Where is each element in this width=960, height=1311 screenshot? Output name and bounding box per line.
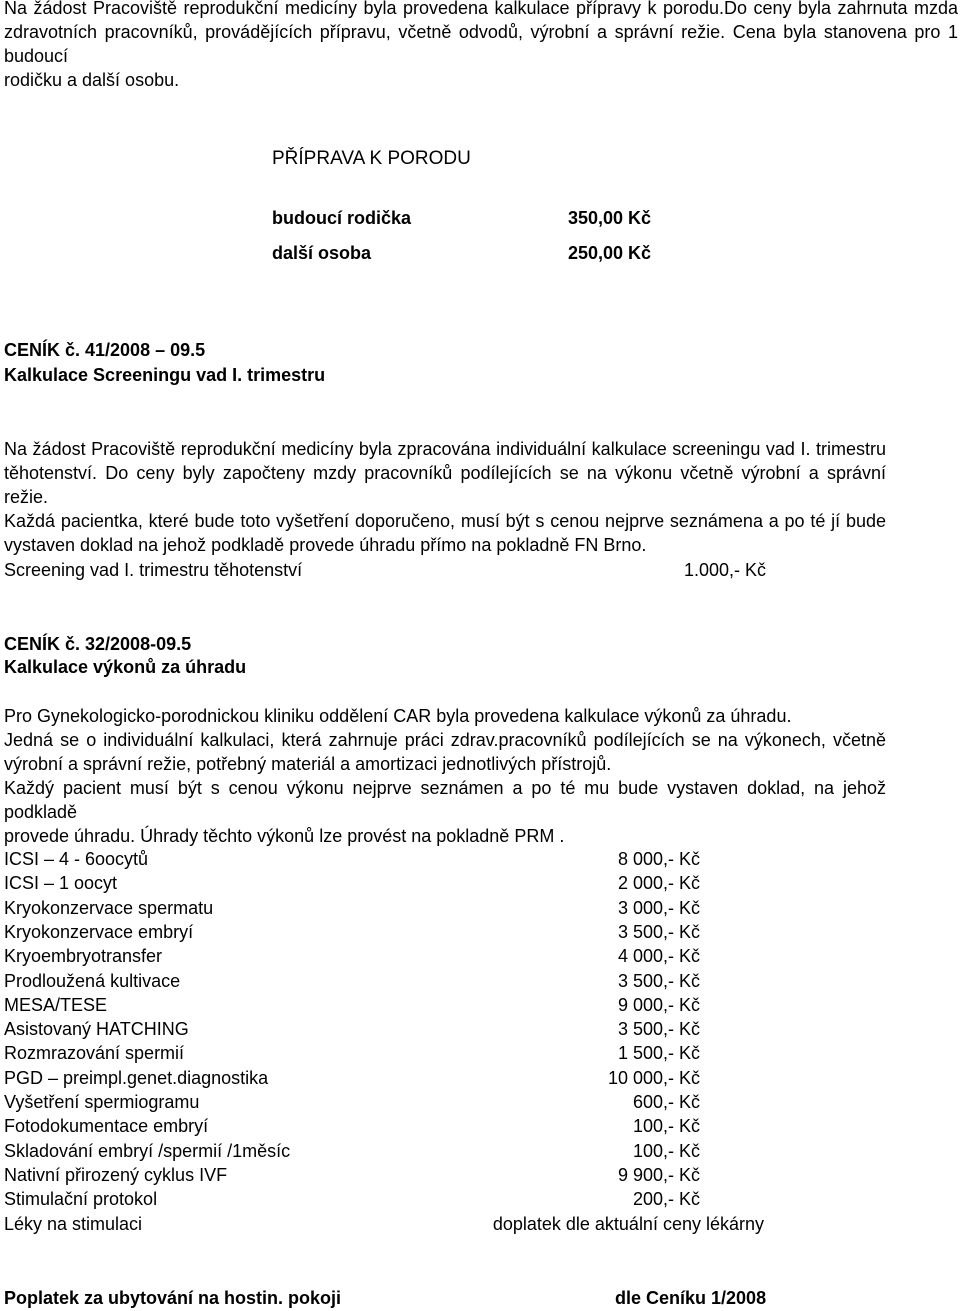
vykony-line: výrobní a správní režie, potřebný materiál a amortizaci jednotlivých přístrojů. bbox=[4, 754, 612, 774]
service-row bbox=[4, 898, 764, 922]
priprava-title: PŘÍPRAVA K PORODU bbox=[272, 148, 471, 169]
service-name: Vyšetření spermiogramu bbox=[4, 1092, 200, 1112]
service-row bbox=[4, 1043, 764, 1067]
service-name: Léky na stimulaci bbox=[4, 1213, 143, 1234]
screening-line: Na žádost Pracoviště reprodukční medicíny byla zpracována individuální kalkulace screeningu vad I. trimestru bbox=[4, 439, 886, 459]
service-price: 8 000,- Kč bbox=[617, 849, 700, 869]
service-name: Prodloužená kultivace bbox=[4, 970, 181, 991]
vykony-line: Jedná se o individuální kalkulaci, která zahrnuje práci zdrav.pracovníků podílejících se na výkonech, včetně bbox=[4, 730, 886, 750]
service-price: 10 000,- Kč bbox=[607, 1067, 700, 1088]
service-row bbox=[4, 1165, 764, 1189]
service-price: 9 900,- Kč bbox=[617, 1164, 700, 1185]
screening-line: vystaven doklad na jehož podkladě provede úhradu přímo na pokladně FN Brno. bbox=[4, 535, 647, 555]
service-name: Kryokonzervace spermatu bbox=[4, 897, 214, 918]
service-row bbox=[4, 873, 764, 897]
service-name: Stimulační protokol bbox=[4, 1189, 158, 1210]
vykony-line: Pro Gynekologicko-porodnickou kliniku oddělení CAR byla provedena kalkulace výkonů za úhradu. bbox=[4, 706, 792, 726]
service-row bbox=[4, 1214, 764, 1238]
service-price: 4 000,- Kč bbox=[617, 946, 700, 967]
service-price: 100,- Kč bbox=[632, 1116, 700, 1137]
service-price: 3 000,- Kč bbox=[617, 897, 700, 918]
screening-item-price: 1.000,- Kč bbox=[684, 560, 767, 580]
service-price: 9 000,- Kč bbox=[617, 994, 700, 1015]
service-row bbox=[4, 995, 764, 1019]
service-name: MESA/TESE bbox=[4, 994, 108, 1015]
service-price: 3 500,- Kč bbox=[617, 921, 700, 942]
footer-value: dle Ceníku 1/2008 bbox=[615, 1288, 767, 1308]
service-row bbox=[4, 1019, 764, 1043]
screening-line: Každá pacientka, které bude toto vyšetření doporučeno, musí být s cenou nejprve seznámena a po té jí bude bbox=[4, 511, 886, 531]
intro-line: rodičku a další osobu. bbox=[4, 70, 180, 90]
vykony-cenik: CENÍK č. 32/2008-09.5 bbox=[4, 634, 192, 654]
service-price: 3 500,- Kč bbox=[617, 970, 700, 991]
service-row bbox=[4, 1068, 764, 1092]
service-row bbox=[4, 1116, 764, 1140]
service-name: Skladování embryí /spermií /1měsíc bbox=[4, 1140, 291, 1161]
service-row bbox=[4, 1141, 764, 1165]
service-name: Asistovaný HATCHING bbox=[4, 1019, 189, 1040]
service-name: Rozmrazování spermií bbox=[4, 1043, 185, 1064]
service-price: 100,- Kč bbox=[632, 1140, 700, 1161]
priprava-label-2: další osoba bbox=[272, 243, 372, 263]
priprava-price-1: 350,00 Kč bbox=[568, 208, 652, 228]
service-name: Kryoembryotransfer bbox=[4, 946, 163, 967]
service-name: Kryokonzervace embryí bbox=[4, 921, 194, 942]
vykony-line: Každý pacient musí být s cenou výkonu nejprve seznámen a po té mu bude vystaven doklad, na jehož podkladě bbox=[4, 778, 886, 822]
service-price: 2 000,- Kč bbox=[617, 873, 700, 894]
intro-line: Na žádost Pracoviště reprodukční medicíny byla provedena kalkulace přípravy k porodu.Do ceny byla zahrnuta mzda bbox=[4, 0, 958, 18]
service-price: 600,- Kč bbox=[632, 1092, 700, 1112]
service-row bbox=[4, 971, 764, 995]
service-price: 3 500,- Kč bbox=[617, 1019, 700, 1040]
service-row bbox=[4, 849, 764, 873]
intro-line: zdravotních pracovníků, provádějících přípravu, včetně odvodů, výrobní a správní režie. Cena byla stanovena pro 1 budoucí bbox=[4, 22, 958, 66]
vykony-paragraph bbox=[4, 704, 886, 848]
priprava-label-1: budoucí rodička bbox=[272, 208, 412, 228]
screening-paragraph bbox=[4, 437, 886, 557]
service-name: Nativní přirozený cyklus IVF bbox=[4, 1164, 228, 1185]
intro-paragraph bbox=[4, 0, 958, 92]
priprava-price-2: 250,00 Kč bbox=[568, 243, 652, 263]
service-row bbox=[4, 1189, 764, 1213]
service-name: PGD – preimpl.genet.diagnostika bbox=[4, 1067, 269, 1088]
service-row bbox=[4, 1092, 764, 1116]
service-price: 200,- Kč bbox=[632, 1189, 700, 1210]
service-name: Fotodokumentace embryí bbox=[4, 1116, 209, 1137]
screening-line: těhotenství. Do ceny byly započteny mzdy pracovníků podílejících se na výkonu včetně výrobní a správní režie. bbox=[4, 463, 886, 507]
service-row bbox=[4, 946, 764, 970]
screening-cenik: CENÍK č. 41/2008 – 09.5 bbox=[4, 340, 206, 360]
service-name: ICSI – 4 - 6oocytů bbox=[4, 849, 149, 869]
service-price: doplatek dle aktuální ceny lékárny bbox=[492, 1213, 764, 1234]
screening-title: Kalkulace Screeningu vad I. trimestru bbox=[4, 365, 326, 385]
service-price: 1 500,- Kč bbox=[617, 1043, 700, 1064]
footer-label: Poplatek za ubytování na hostin. pokoji bbox=[4, 1288, 342, 1308]
vykony-title: Kalkulace výkonů za úhradu bbox=[4, 657, 247, 677]
screening-item-label: Screening vad I. trimestru těhotenství bbox=[4, 560, 303, 580]
service-row bbox=[4, 922, 764, 946]
vykony-line: provede úhradu. Úhrady těchto výkonů lze provést na pokladně PRM . bbox=[4, 826, 565, 846]
service-name: ICSI – 1 oocyt bbox=[4, 873, 118, 894]
